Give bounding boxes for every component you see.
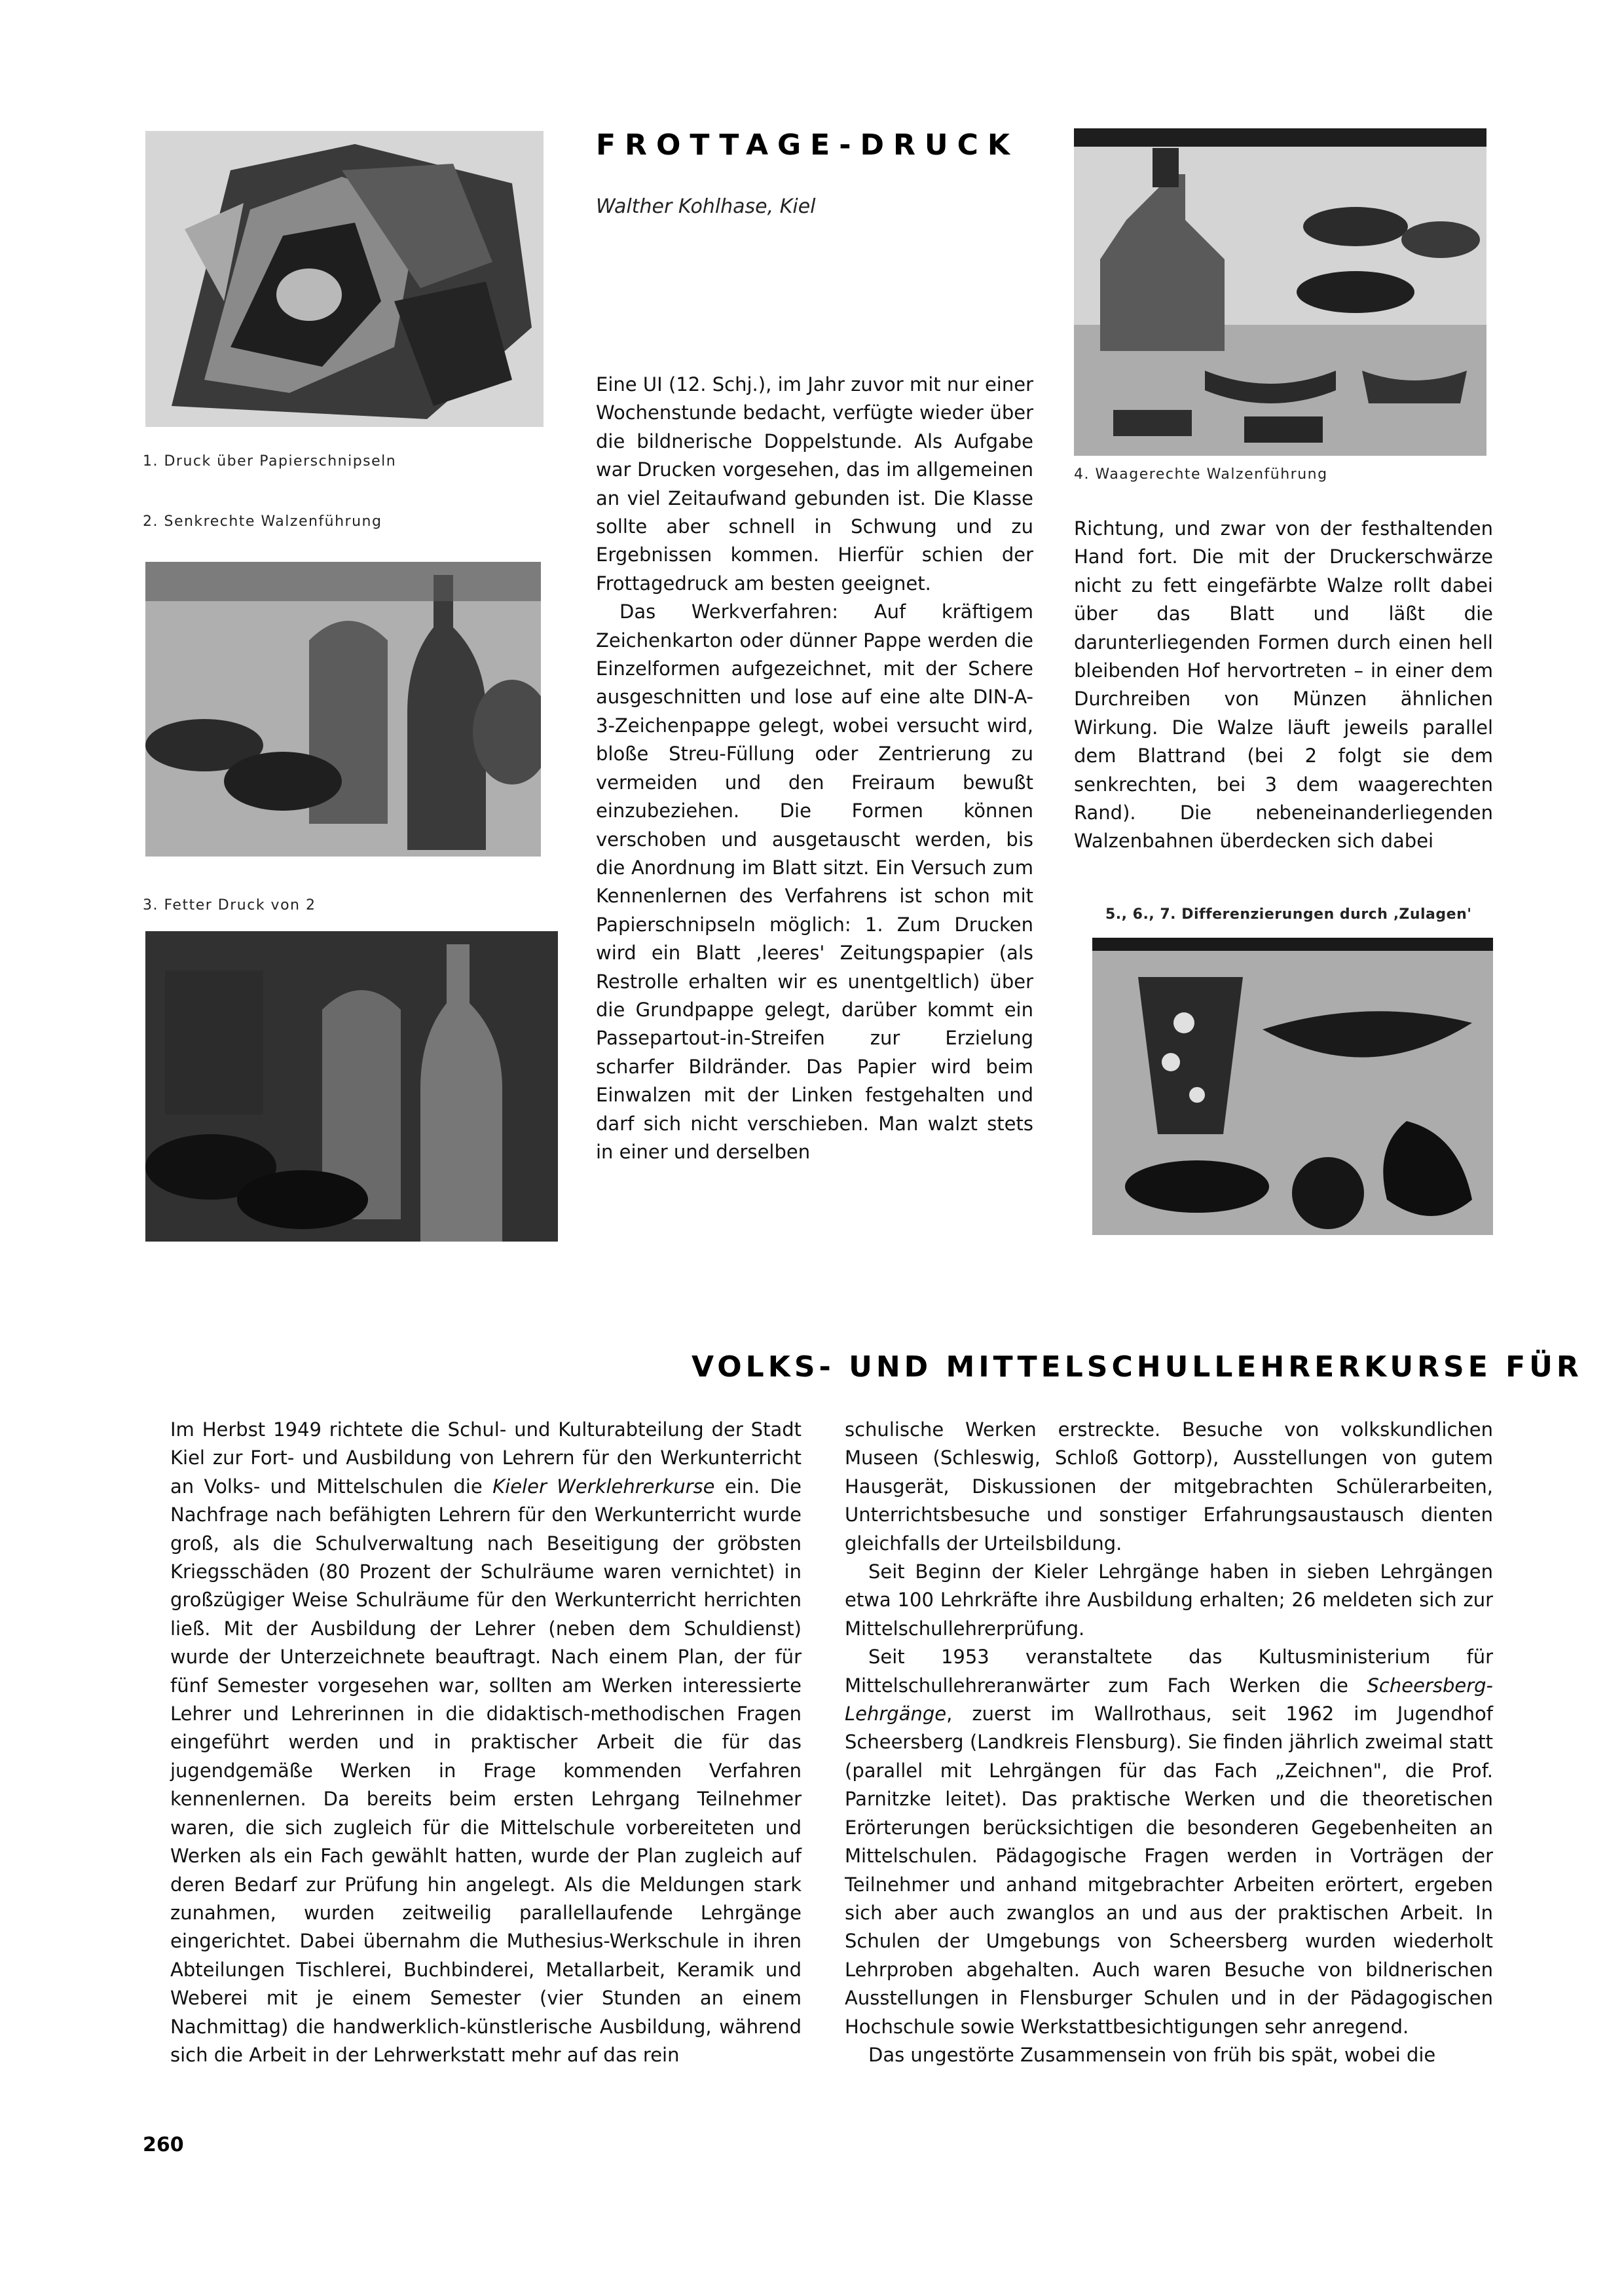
article2-paragraph-5: Das ungestörte Zusammensein von früh bis spät, wobei die bbox=[868, 2043, 1436, 2066]
article1-paragraph-3: Richtung, und zwar von der festhaltenden Hand fort. Die mit der Druckerschwärze nicht zu fett eingefärbte Walze rollt dabei über das Blatt und läßt die darunterliegenden Formen durch einen hell bleibenden Hof hervortreten – in einer dem Durchreiben von Münzen ähnlichen Wirkung. Die Walze läuft jeweils parallel dem Blattrand (bei 2 folgt sie dem senkrechten, bei 3 dem waagerechten Rand). Die nebeneinanderliegenden Walzenbahnen überdecken sich dabei bbox=[1074, 517, 1493, 853]
figure-1-paper-scraps-print bbox=[145, 131, 544, 427]
article-author: Walther Kohlhase, Kiel bbox=[596, 195, 816, 218]
article2-paragraph-1: Im Herbst 1949 richtete die Schul- und Kulturabteilung der Stadt Kiel zur Fort- und Ausbildung von Lehrern für den Werkunterricht an Volks- und Mittelschulen die Kieler Werklehrerkurse ein. Die Nachfrage nach befähigten Lehrern für den Werkunterricht wurde groß, als die Schulverwaltung nach Beseitigung der gröbsten Kriegsschäden (80 Prozent der Schulräume waren vernichtet) in großzügiger Weise Schulräume für den Werkunterricht herrichten ließ. Mit der Ausbildung der Lehrer (neben dem Schuldienst) wurde der Unterzeichnete beauftragt. Nach einem Plan, der für fünf Semester vorgesehen war, sollten am Werken interessierte Lehrer und Lehrerinnen in die didaktisch-methodischen Fragen eingeführt werden und in praktischer Arbeit die für das jugendgemäße Werken in Frage kommenden Verfahren kennenlernen. Da bereits beim ersten Lehrgang Teilnehmer waren, die sich zugleich für die Mittelschule vorbereiteten und Werken als ein Fach gewählt hatten, wurde der Plan zugleich auf deren Bedarf zur Prüfung hin angelegt. Als die Meldungen stark zunahmen, wurden zeitweilig parallellaufende Lehrgänge eingerichtet. Dabei übernahm die Muthesius-Werkschule in ihren Abteilungen Tischlerei, Buchbinderei, Metallarbeit, Keramik und Weberei mit je einem Semester (vier Stunden an einem Nachmittag) die handwerklich-künstlerische Ausbildung, während sich die Arbeit in der Lehrwerkstatt mehr auf das rein bbox=[170, 1418, 802, 2066]
figure-2-vertical-roller-print bbox=[145, 562, 541, 857]
article2-right-column bbox=[845, 1416, 1493, 2069]
article1-paragraph-2: Das Werkverfahren: Auf kräftigem Zeichenkarton oder dünner Pappe werden die Einzelformen aufgezeichnet, mit der Schere ausgeschnitten und lose auf eine alte DIN-A-3-Zeichenpappe gelegt, wobei versucht wird, bloße Streu-Füllung oder Zentrierung zu vermeiden und den Freiraum bewußt einzubeziehen. Die Formen können verschoben und ausgetauscht werden, bis die Anordnung im Blatt sitzt. Ein Versuch zum Kennenlernen des Verfahrens ist schon mit Papierschnipseln möglich: 1. Zum Drucken wird ein Blatt ‚leeres' Zeitungspapier (als Restrolle erhalten wir es unentgeltlich) über die Grundpappe gelegt, darüber kommt ein Passepartout-in-Streifen zur Erzielung scharfer Bildränder. Das Papier wird beim Einwalzen mit der Linken festgehalten und darf sich nicht verschieben. Man walzt stets in einer und derselben bbox=[596, 600, 1033, 1163]
caption-figure-2: 2. Senkrechte Walzenführung bbox=[143, 513, 382, 530]
article2-left-column bbox=[170, 1416, 802, 2069]
article-title: FROTTAGE-DRUCK bbox=[596, 128, 1019, 162]
article2-paragraph-4: Seit 1953 veranstaltete das Kultusministerium für Mittelschullehreranwärter zum Fach Werken die Scheersberg-Lehrgänge, zuerst im Wallrothaus, seit 1962 im Jugendhof Scheersberg (Landkreis Flensburg). Sie finden jährlich zweimal statt (parallel mit Lehrgängen für das Fach „Zeichnen", die Prof. Parnitzke leitet). Das praktische Werken und die theoretischen Erörterungen berücksichtigen die besonderen Gegebenheiten an Mittelschulen. Pädagogische Fragen werden in Vorträgen der Teilnehmer und anhand mitgebrachter Arbeiten erörtert, ergeben sich aber auch zwanglos an und aus der praktischen Arbeit. In Schulen der Umgebungs von Scheersberg wurden wiederholt Lehrproben abgehalten. Auch waren Besuche von bildnerischen Ausstellungen in Flensburger Schulen und in der Pädagogischen Hochschule sowie Werkstattbesichtigungen sehr anregend. bbox=[845, 1646, 1493, 2038]
article2-paragraph-2: schulische Werken erstreckte. Besuche von volkskundlichen Museen (Schleswig, Schloß Gottorp), Ausstellungen von gutem Hausgerät, Diskussionen der mitgebrachten Schülerarbeiten, Unterrichtsbesuche und sonstiger Erfahrungsaustausch dienten gleichfalls der Urteilsbildung. bbox=[845, 1418, 1493, 1555]
article2-paragraph-3: Seit Beginn der Kieler Lehrgänge haben in sieben Lehrgängen etwa 100 Lehrkräfte ihre Ausbildung erhalten; 26 meldeten sich zur Mittelschullehrerprüfung. bbox=[845, 1560, 1493, 1640]
section-title: VOLKS- UND MITTELSCHULLEHRERKURSE FÜR bbox=[692, 1350, 1583, 1384]
article1-right-column bbox=[1074, 515, 1493, 856]
page-number: 260 bbox=[143, 2133, 184, 2156]
figure-5-7-differentiation-print bbox=[1092, 938, 1493, 1235]
caption-figure-5-7: 5., 6., 7. Differenzierungen durch ‚Zulagen' bbox=[1105, 906, 1472, 923]
caption-figure-4: 4. Waagerechte Walzenführung bbox=[1074, 466, 1328, 483]
figure-4-horizontal-roller-print bbox=[1074, 128, 1486, 456]
caption-figure-3: 3. Fetter Druck von 2 bbox=[143, 897, 316, 913]
article1-paragraph-1: Eine UI (12. Schj.), im Jahr zuvor mit nur einer Wochenstunde bedacht, verfügte wieder über die bildnerische Doppelstunde. Als Aufgabe war Drucken vorgesehen, das im allgemeinen an viel Zeitaufwand gebunden ist. Die Klasse sollte aber schnell in Schwung und zu Ergebnissen kommen. Hierfür schien der Frottagedruck am besten geeignet. bbox=[596, 373, 1033, 595]
caption-figure-1: 1. Druck über Papierschnipseln bbox=[143, 453, 397, 470]
figure-3-heavy-print bbox=[145, 931, 558, 1242]
article1-middle-column bbox=[596, 371, 1033, 1166]
